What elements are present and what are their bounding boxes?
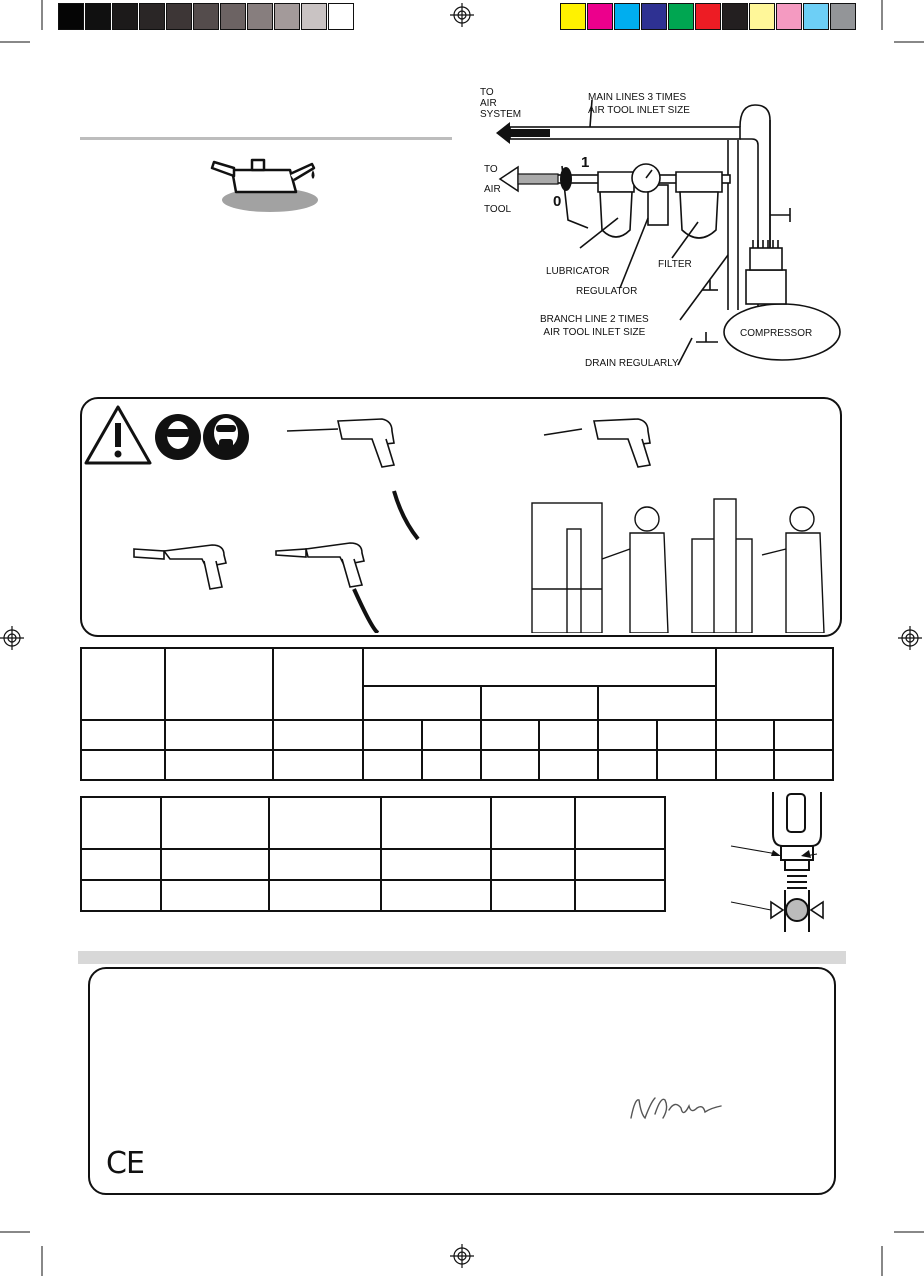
drill-hose-connect-illustration	[276, 491, 418, 633]
signature-image	[625, 1092, 725, 1128]
spec-table-2	[80, 796, 666, 912]
air-inlet-fitting-illustration	[725, 790, 825, 935]
operation-illustrations	[82, 399, 838, 633]
valve-on-label: 1	[581, 154, 590, 171]
safety-goggles-icon	[155, 414, 201, 460]
branch-line-label-2: AIR TOOL INLET SIZE	[543, 327, 646, 338]
declaration-box	[88, 967, 836, 1195]
drain-label: DRAIN REGULARLY	[585, 358, 679, 369]
lubricator-label: LUBRICATOR	[546, 266, 610, 277]
to-air-system-label-2: AIR	[480, 98, 497, 109]
oil-can-icon	[200, 148, 340, 218]
filter-label: FILTER	[658, 259, 692, 270]
drill-chuck-illustration	[134, 545, 226, 589]
ce-mark: CE	[106, 1146, 144, 1181]
to-air-system-label-1: TO	[480, 87, 494, 98]
registration-mark-top	[450, 3, 474, 27]
registration-mark-right	[898, 626, 922, 650]
spec-table-1	[80, 647, 834, 781]
valve-off-label: 0	[553, 193, 562, 210]
drill-bit-removed-illustration	[544, 419, 650, 467]
branch-line-label-1: BRANCH LINE 2 TIMES	[540, 314, 649, 325]
main-lines-label-1: MAIN LINES 3 TIMES	[588, 92, 687, 103]
compressor-label: COMPRESSOR	[740, 328, 813, 339]
warning-triangle-icon	[86, 407, 150, 463]
to-air-system-label-3: SYSTEM	[480, 109, 522, 120]
to-air-tool-label-1: TO	[484, 164, 498, 175]
section-band	[78, 951, 846, 964]
operator-drilling-column-illustration	[692, 499, 824, 633]
registration-mark-left	[0, 626, 24, 650]
respirator-mask-icon	[203, 414, 249, 460]
drill-with-bit-illustration	[287, 419, 394, 467]
to-air-tool-label-3: TOOL	[484, 204, 512, 215]
section-rule	[80, 137, 452, 140]
regulator-label: REGULATOR	[576, 286, 638, 297]
registration-mark-bottom	[450, 1244, 474, 1268]
operator-drilling-beam-illustration	[532, 503, 668, 633]
to-air-tool-label-2: AIR	[484, 184, 501, 195]
main-lines-label-2: AIR TOOL INLET SIZE	[588, 105, 690, 116]
